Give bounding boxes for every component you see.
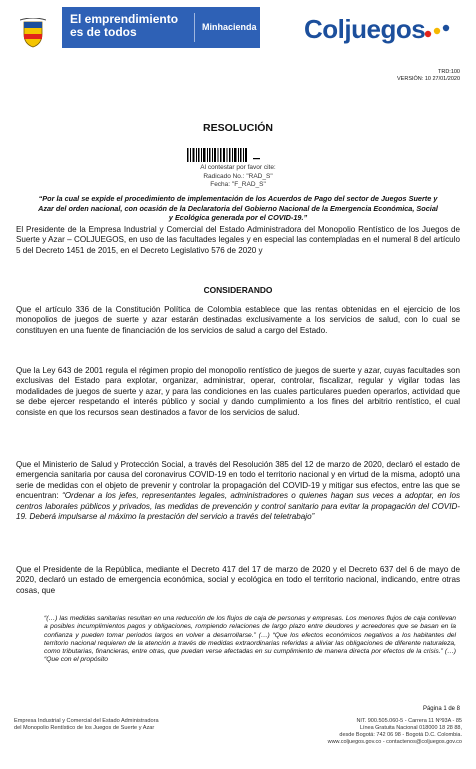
resolution-subject: “Por la cual se expide el procedimiento de implementación de los Acuerdos de Pago del sector de Juegos Suerte y Azar del orden nacional, con ocasión de la Declaratoria del Gobierno Nacional de la Emergencia Económica, Social y Ecológica generada por el COVID-19.”: [38, 194, 438, 223]
page-number: Página 1 de 8: [422, 706, 460, 712]
footer-contact: [232, 718, 462, 746]
paragraph-ministerio-salud: [16, 460, 460, 522]
document-title: RESOLUCIÓN: [202, 122, 273, 134]
paragraph-ministerio-salud-quote: “Ordenar a los jefes, representantes legales, administradores o quienes hagan sus veces a adoptar, en los centros laborales públicos y privados, las medidas de prevención y control sanitario para evitar la propagación del COVID-19. Deberá impulsarse al máximo la prestación del servicio a través del teletrabajo”: [16, 491, 460, 522]
footer-phone-line: Línea Gratuita Nacional 018000 18 28 88,: [359, 724, 462, 731]
government-banner: [62, 7, 260, 48]
banner-slogan: El emprendimiento es de todos: [70, 12, 179, 39]
trd-code: TRD:100: [437, 69, 460, 75]
coljuegos-logo: Coljuegos: [304, 14, 426, 44]
radicado-block: [0, 164, 476, 190]
banner-divider: [194, 13, 195, 42]
considerando-heading: CONSIDERANDO: [203, 285, 273, 295]
paragraph-ministerio-salud-text: Que el Ministerio de Salud y Protección Social, a través del Resolución 385 del 12 de marzo de 2020, declaró el estado de emergencia sanitaria por causa del coronavirus COVID-19 en todo el territorio nacional y en virtud de la misma, adoptó una serie de medidas con el objeto de prevenir y controlar la propagación del COVID-19 y mitigar sus efectos, entre las que se encuentran:: [16, 460, 460, 501]
radicado-number: Radicado No.: "RAD_S": [203, 172, 273, 180]
banner-ministry: Minhacienda: [202, 22, 257, 32]
paragraph-decretos: Que el Presidente de la República, mediante el Decreto 417 del 17 de marzo de 2020 y el Decreto 637 del 6 de mayo de 2020, declaró un estado de emergencia económica, social y ecológica en todo el territorio nacional, indicando, entre otras cosas, que: [16, 565, 460, 595]
footer-entity-line1: Empresa Industrial y Comercial del Estado Administradora: [14, 718, 159, 724]
document-meta: [397, 69, 460, 83]
footer-web-email[interactable]: www.coljuegos.gov.co - contactenos@coljuegos.gov.co: [327, 738, 462, 745]
footer-address: NIT. 900.505.060-5 - Carrera 11 Nº93A - 85: [356, 718, 462, 724]
paragraph-ley-643: Que la Ley 643 de 2001 regula el régimen propio del monopolio rentístico de juegos de suerte y azar, cuyas facultades son exclusivas del Estado para explotar, organizar, administrar, operar, controlar, fiscalizar, regular y vigilar todas las modalidades de juegos de suerte y azar, y para las condiciones en las cuales particulares pueden operarlos, actividad que se debe ejercer respetando el interés público y social y dando cumplimiento a los fines del arbitrio rentístico, el cual consiste en que los recursos sean destinados a favor de los servicios de salud.: [16, 366, 460, 417]
barcode-icon: [187, 148, 260, 162]
paragraph-constitution: Que el artículo 336 de la Constitución Política de Colombia establece que las rentas obtenidas en el ejercicio de los monopolios de juegos de suerte y azar estarán destinadas exclusivamente a los servicios de salud, con lo cual se constituyen en una fuente de financiación de los servicios de salud a cargo del Estado.: [16, 305, 460, 335]
footer-entity-line2: del Monopolio Rentístico de los Juegos de Suerte y Azar: [14, 725, 155, 732]
colombia-coat-of-arms-icon: [20, 18, 46, 48]
footer-entity: [14, 718, 214, 733]
letterhead: [0, 0, 476, 62]
version-label: VERSIÓN: 10 27/01/2020: [397, 76, 460, 82]
coljuegos-dots-icon: [423, 22, 453, 40]
preamble-paragraph: El Presidente de la Empresa Industrial y Comercial del Estado Administradora del Monopolio Rentístico de los Juegos de Suerte y Azar – COLJUEGOS, en uso de las facultades legales y en especial las contempladas en el numeral 8 del artículo 5 del Decreto 1451 de 2015, en el Decreto Legislativo 576 de 2020 y: [16, 225, 460, 255]
radicado-date: Fecha: "F_RAD_S": [210, 181, 266, 188]
footer-phone-bogota: desde Bogotá: 742 06 98 - Bogotá D.C. Colombia.: [339, 731, 462, 738]
decree-quote: “(…) las medidas sanitarias resultan en una reducción de los flujos de caja de personas y empresas. Los menores flujos de caja conllevan a posibles incumplimientos pagos y obligaciones, rompiendo relaciones de largo plazo entre deudores y acreedores que se basan en la confianza y pueden tomar periodos largos en volver a desarrollarse.” (…) “Que los efectos económicos negativos a los habitantes del territorio nacional requieren de la atención a través de medidas extraordinarias referidas a aliviar las obligaciones de diferente naturaleza, como tributarias, financieras, entre otras, que puedan verse afectadas en su cumplimiento de manera directa por efectos de la crisis.” (…) “Que con el propósito: [44, 615, 456, 664]
radicado-instruction: Al contestar por favor cite:: [200, 164, 276, 171]
